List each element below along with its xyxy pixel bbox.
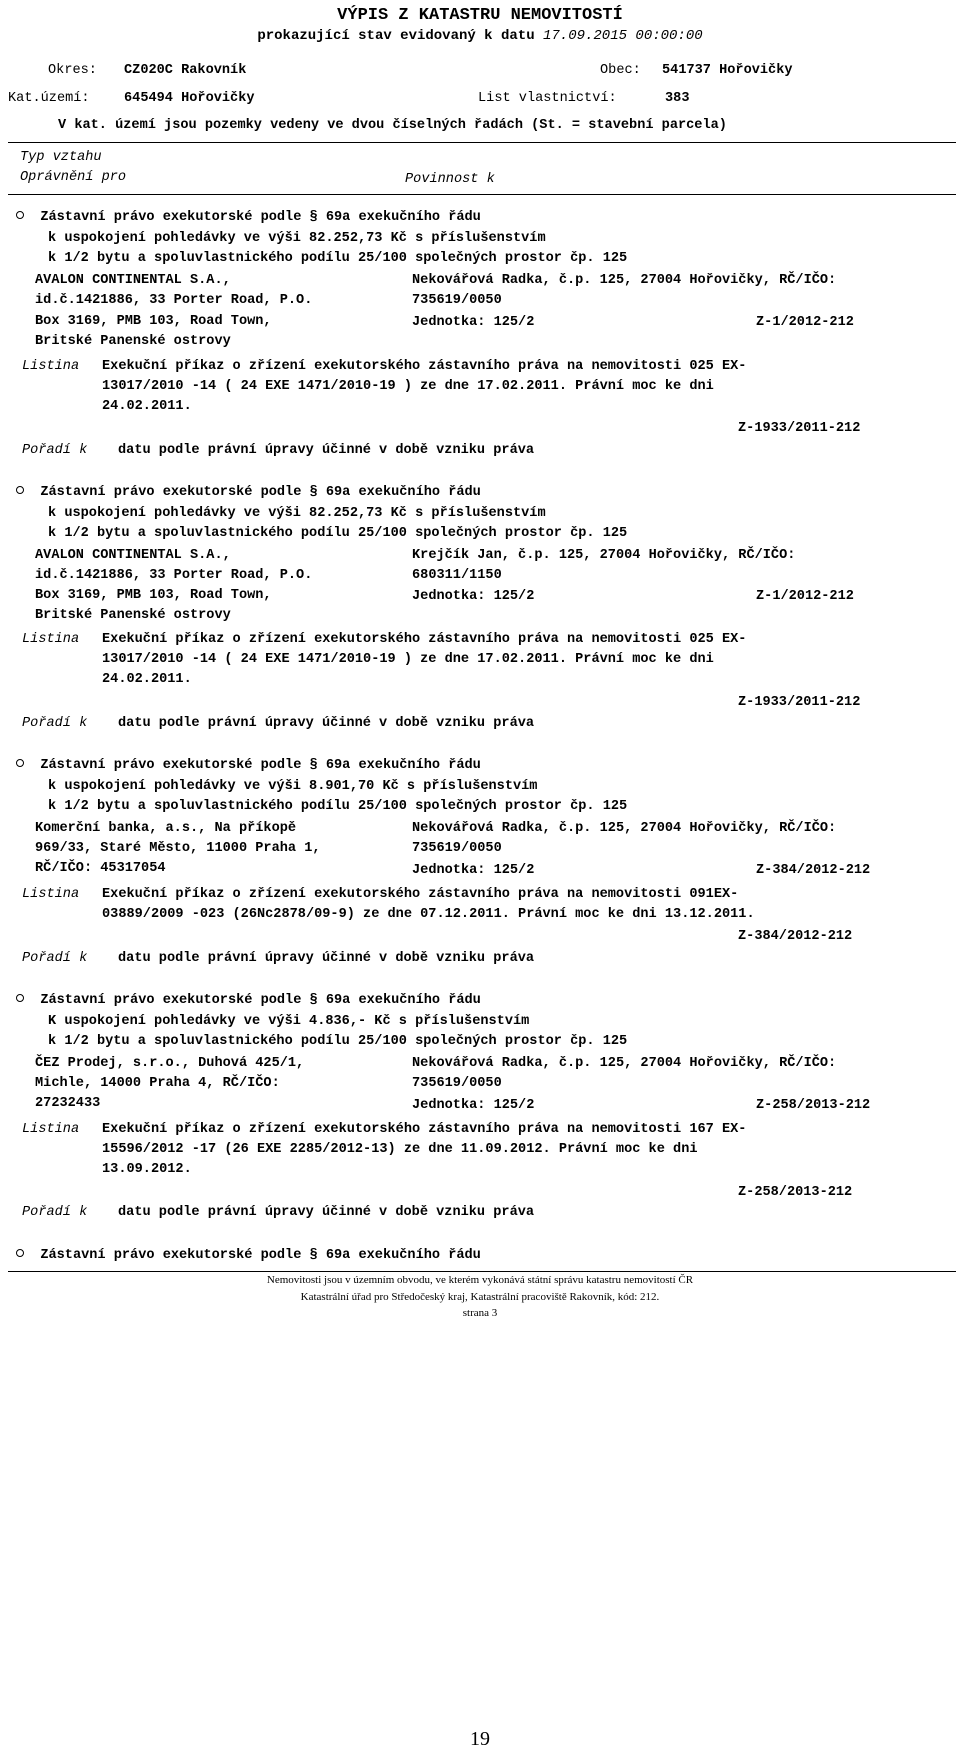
okres-value: CZ020C Rakovník [124,63,247,78]
obec-label: Obec: [600,63,641,78]
footer-divider [8,1271,956,1272]
entry-title: Zástavní právo exekutorské podle § 69a exekučního řádu [16,483,481,503]
listina-label: Listina [22,887,80,902]
poradi-label: Pořadí k [22,951,88,966]
poradi-label: Pořadí k [22,443,88,458]
entry-party: Michle, 14000 Praha 4, RČ/IČO: [35,1076,280,1091]
entry-jednotka: Jednotka: 125/2 [412,315,535,330]
listina-label: Listina [22,632,80,647]
obec-value: 541737 Hořovičky [662,63,793,78]
header-divider [8,142,956,143]
entry-party: AVALON CONTINENTAL S.A., [35,548,231,563]
entry-zcode: Z-258/2013-212 [756,1098,871,1113]
poradi-text: datu podle právní úpravy účinné v době vzniku práva [118,1205,535,1220]
entry-amount: K uspokojení pohledávky ve výši 4.836,- Kč s příslušenstvím [48,1014,530,1029]
poradi-label: Pořadí k [22,716,88,731]
entry-party: Britské Panenské ostrovy [35,608,231,623]
entry-owner-id: 735619/0050 [412,1076,502,1091]
entry-owner: Nekovářová Radka, č.p. 125, 27004 Hořovičky, RČ/IČO: [412,821,837,836]
entry-owner: Krejčík Jan, č.p. 125, 27004 Hořovičky, RČ/IČO: [412,548,796,563]
page-number: 19 [470,1728,490,1750]
entry-jednotka: Jednotka: 125/2 [412,589,535,604]
entry-zcode-2: Z-1933/2011-212 [738,421,861,436]
listina-text: Exekuční příkaz o zřízení exekutorského zástavního práva na nemovitosti 025 EX- [102,359,747,374]
entry-party: Komerční banka, a.s., Na příkopě [35,821,297,836]
bullet-icon [16,1249,24,1257]
entry-amount: k uspokojení pohledávky ve výši 8.901,70 Kč s příslušenstvím [48,779,538,794]
column-opravneni-pro: Oprávnění pro [20,170,127,185]
subtitle-date: 17.09.2015 00:00:00 [543,28,703,44]
bullet-icon [16,994,24,1002]
document-title: VÝPIS Z KATASTRU NEMOVITOSTÍ [337,6,623,25]
entry-subject: k 1/2 bytu a spoluvlastnického podílu 25/100 společných prostor čp. 125 [48,251,628,266]
entry-owner: Nekovářová Radka, č.p. 125, 27004 Hořovičky, RČ/IČO: [412,273,837,288]
entry-party: 969/33, Staré Město, 11000 Praha 1, [35,841,321,856]
entry-party: id.č.1421886, 33 Porter Road, P.O. [35,293,313,308]
entry-party: 27232433 [35,1096,101,1111]
entry-title: Zástavní právo exekutorské podle § 69a exekučního řádu [16,756,481,776]
document-subtitle [0,28,960,44]
listina-label: Listina [22,359,80,374]
listina-text: 13.09.2012. [102,1162,192,1177]
listina-text: Exekuční příkaz o zřízení exekutorského zástavního práva na nemovitosti 025 EX- [102,632,747,647]
listina-text: 24.02.2011. [102,672,192,687]
poradi-text: datu podle právní úpravy účinné v době vzniku práva [118,443,535,458]
bullet-icon [16,211,24,219]
listina-text: 15596/2012 -17 (26 EXE 2285/2012-13) ze dne 11.09.2012. Právní moc ke dni [102,1142,698,1157]
katuzemi-label: Kat.území: [8,91,90,106]
entry-zcode: Z-1/2012-212 [756,315,854,330]
entry-title: Zástavní právo exekutorské podle § 69a exekučního řádu [16,991,481,1011]
footer-line-2: Katastrální úřad pro Středočeský kraj, Katastrální pracoviště Rakovník, kód: 212. [300,1291,660,1303]
entry-zcode-2: Z-384/2012-212 [738,929,853,944]
entry-party: ČEZ Prodej, s.r.o., Duhová 425/1, [35,1056,305,1071]
entry-party: AVALON CONTINENTAL S.A., [35,273,231,288]
entry-subject: k 1/2 bytu a spoluvlastnického podílu 25/100 společných prostor čp. 125 [48,799,628,814]
entry-party: Britské Panenské ostrovy [35,334,231,349]
list-value: 383 [665,91,690,106]
entry-amount: k uspokojení pohledávky ve výši 82.252,73 Kč s příslušenstvím [48,506,546,521]
listina-text: 24.02.2011. [102,399,192,414]
poradi-label: Pořadí k [22,1205,88,1220]
entry-jednotka: Jednotka: 125/2 [412,1098,535,1113]
okres-label: Okres: [48,63,97,78]
columns-divider [8,194,956,195]
entry-zcode-2: Z-1933/2011-212 [738,695,861,710]
entry-owner: Nekovářová Radka, č.p. 125, 27004 Hořovičky, RČ/IČO: [412,1056,837,1071]
listina-text: 03889/2009 -023 (26Nc2878/09-9) ze dne 07.12.2011. Právní moc ke dni 13.12.2011. [102,907,755,922]
column-typ-vztahu: Typ vztahu [20,150,102,165]
entry-amount: k uspokojení pohledávky ve výši 82.252,73 Kč s příslušenstvím [48,231,546,246]
entry-owner-id: 680311/1150 [412,568,502,583]
listina-text: Exekuční příkaz o zřízení exekutorského zástavního práva na nemovitosti 167 EX- [102,1122,747,1137]
footer-line-1: Nemovitosti jsou v územním obvodu, ve kterém vykonává státní správu katastru nemovitostí ČR [266,1274,694,1286]
entry-party: id.č.1421886, 33 Porter Road, P.O. [35,568,313,583]
entry-5-title: Zástavní právo exekutorské podle § 69a exekučního řádu [16,1246,481,1266]
header-note: V kat. území jsou pozemky vedeny ve dvou číselných řadách (St. = stavební parcela) [58,118,727,133]
poradi-text: datu podle právní úpravy účinné v době vzniku práva [118,716,535,731]
entry-owner-id: 735619/0050 [412,293,502,308]
listina-text: 13017/2010 -14 ( 24 EXE 1471/2010-19 ) ze dne 17.02.2011. Právní moc ke dni [102,652,714,667]
entry-zcode: Z-1/2012-212 [756,589,854,604]
entry-subject: k 1/2 bytu a spoluvlastnického podílu 25/100 společných prostor čp. 125 [48,1034,628,1049]
entry-zcode-2: Z-258/2013-212 [738,1185,853,1200]
footer-page-label: strana 3 [462,1307,498,1319]
listina-label: Listina [22,1122,80,1137]
list-label: List vlastnictví: [478,91,617,106]
katuzemi-value: 645494 Hořovičky [124,91,255,106]
entry-jednotka: Jednotka: 125/2 [412,863,535,878]
entry-subject: k 1/2 bytu a spoluvlastnického podílu 25/100 společných prostor čp. 125 [48,526,628,541]
listina-text: 13017/2010 -14 ( 24 EXE 1471/2010-19 ) ze dne 17.02.2011. Právní moc ke dni [102,379,714,394]
entry-party: RČ/IČO: 45317054 [35,861,166,876]
entry-party: Box 3169, PMB 103, Road Town, [35,314,272,329]
listina-text: Exekuční příkaz o zřízení exekutorského zástavního práva na nemovitosti 091EX- [102,887,739,902]
poradi-text: datu podle právní úpravy účinné v době vzniku práva [118,951,535,966]
entry-party: Box 3169, PMB 103, Road Town, [35,588,272,603]
entry-zcode: Z-384/2012-212 [756,863,871,878]
entry-owner-id: 735619/0050 [412,841,502,856]
column-povinnost-k: Povinnost k [405,172,495,187]
bullet-icon [16,759,24,767]
subtitle-label: prokazující stav evidovaný k datu [257,28,535,44]
entry-title: Zástavní právo exekutorské podle § 69a exekučního řádu [16,208,481,228]
bullet-icon [16,486,24,494]
